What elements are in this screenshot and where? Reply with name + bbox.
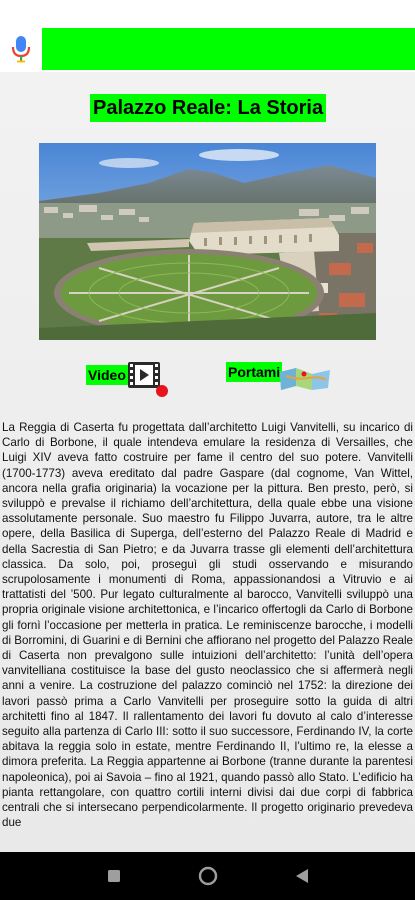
page-title: Palazzo Reale: La Storia bbox=[90, 94, 326, 122]
recents-icon bbox=[107, 869, 121, 883]
video-label[interactable]: Video bbox=[88, 367, 126, 383]
back-button[interactable] bbox=[290, 864, 314, 888]
back-icon bbox=[295, 868, 309, 884]
system-nav-bar bbox=[0, 852, 415, 900]
video-film-icon[interactable] bbox=[127, 360, 169, 398]
recents-button[interactable] bbox=[102, 864, 126, 888]
map-icon[interactable] bbox=[278, 366, 332, 392]
microphone-icon bbox=[11, 35, 31, 63]
voice-search-button[interactable] bbox=[0, 28, 42, 70]
story-text: La Reggia di Caserta fu progettata dall’architetto Luigi Vanvitelli, su incarico di Carlo di Borbone, il quale intendeva emulare la residenza di Versailles, che Luigi XIV aveva fatto costruire per fame il centro del suo potere. Vanvitelli (1700-1773) aveva ereditato dal padre Gaspare (dal cognome, Van Wittel, ancora nella grafia originaria) la vocazione per la pittura. Ben presto, però, si sviluppò e prevalse il richiamo dell’architettura, della quale ebbe una visione assolutamente personale. Suo maestro fu Filippo Juvarra, autore, tra le altre opere, della Basilica di Superga, dell’esterno del Palazzo Reale di Madrid e della Sacrestia di San Pietro; e da Juvarra trasse gli elementi dell’architettura classica. Da solo, poi, proseguì gli studi osservando e misurando scrupolosamente i monumenti di Roma, appassionandosi a Vitruvio e ai trattatisti del ’500. Pur legato culturalmente al barocco, Vanvitelli sviluppò una propria originale visione architettonica, e l’incarico offertogli da Carlo di Borbone gli fornì l’occasione per metterla in pratica. Le reminiscenze barocche, i modelli di Borromini, di Guarini e di Bernini che affiorano nel progetto del Palazzo Reale di Caserta non prevalgono sulle intuizioni dell’architetto: l’unità dell’opera vanvitelliana costituisce la base del gusto neoclassico che si affermerà negli anni a venire. La costruzione del palazzo cominciò nel 1752: la direzione dei lavori passò prima a Carlo Vanvitelli per proseguire sotto la guida di altri architetti fino al 1847. Il rallentamento dei lavori fu dovuto al calo d’interesse seguito alla partenza di Carlo III: sotto il suo successore, Ferdinando IV, la corte abitava la reggia solo in estate, mentre Ferdinando II, l’ultimo re, la elesse a dimora preferita. La Reggia appartenne ai Borbone (tranne durante la parentesi napoleonica), poi ai Savoia – fino al 1921, quando passò allo Stato. L’edificio ha pianta rettangolare, con quattro cortili interni divisi dai due corpi di fabbrica centrali che si intersecano perpendicolarmente. Il progetto originario prevedeva due bbox=[2, 421, 413, 830]
top-bar bbox=[0, 0, 415, 72]
portami-label[interactable]: Portami bbox=[228, 364, 281, 380]
home-icon bbox=[198, 866, 218, 886]
palace-photo bbox=[39, 143, 376, 340]
search-bar[interactable] bbox=[42, 28, 415, 70]
home-button[interactable] bbox=[196, 864, 220, 888]
